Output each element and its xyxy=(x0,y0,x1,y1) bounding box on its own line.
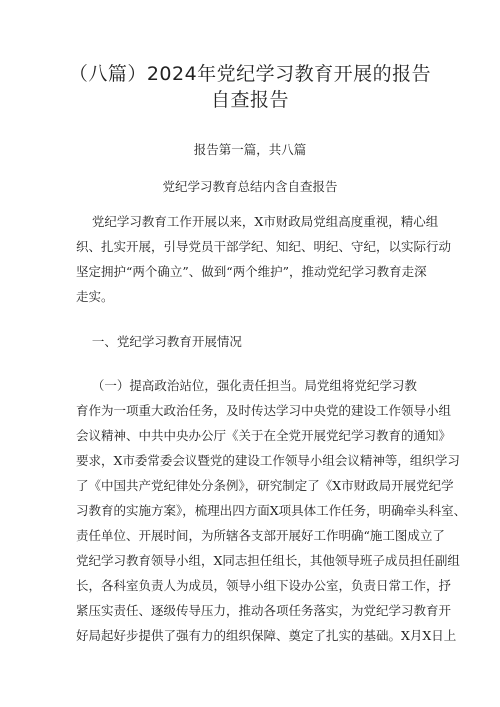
body-line: 了《中国共产党纪律处分条例》，研究制定了《X市财政局开展党纪学 xyxy=(76,478,454,493)
body-line: 责任单位、开展时间，为所辖各支部开展好工作明确“施工图成立了 xyxy=(76,528,445,543)
body-line: 育作为一项重大政治任务，及时传达学习中央党的建设工作领导小组 xyxy=(76,403,452,418)
section-heading: 一、党纪学习教育开展情况 xyxy=(76,334,242,349)
report-heading: 党纪学习教育总结内含自查报告 xyxy=(162,179,338,194)
body-line: 紧压实责任、逐级传导压力，推动各项任务落实，为党纪学习教育开 xyxy=(76,603,452,618)
body-line: 长，各科室负责人为成员，领导小组下设办公室，负责日常工作，抒 xyxy=(76,578,452,593)
body-line: 好局起好步提供了强有力的组织保障、奠定了扎实的基础。X月X日上 xyxy=(76,628,457,643)
body-line: 坚定拥护“两个确立”、做到“两个维护”，推动党纪学习教育走深 xyxy=(76,264,427,279)
document-title-line-1: （八篇）2024年党纪学习教育开展的报告 xyxy=(68,63,432,85)
body-line: 习教育的实施方案》，梳理出四方面X项具体工作任务，明确牵头科室、 xyxy=(76,503,467,518)
body-line: 党纪学习教育领导小组，X同志担任组长，其他领导班子成员担任副组 xyxy=(76,553,460,568)
body-line: 党纪学习教育工作开展以来，X市财政局党组高度重视，精心组 xyxy=(76,214,439,229)
body-line: 要求，X市委常委会议暨党的建设工作领导小组会议精神等，组织学习 xyxy=(76,453,460,468)
body-line: 织、扎实开展，引导党员干部学纪、知纪、明纪、守纪，以实际行动 xyxy=(76,239,452,254)
body-line: （一）提高政治站位，强化责任担当。局党组将党纪学习教 xyxy=(76,378,417,393)
body-line: 会议精神、中共中央办公厅《关于在全党开展党纪学习教育的通知》 xyxy=(76,428,452,443)
document-title-line-2: 自查报告 xyxy=(210,89,289,111)
report-subtitle: 报告第一篇，共八篇 xyxy=(193,142,307,157)
body-line: 走实。 xyxy=(76,289,114,304)
